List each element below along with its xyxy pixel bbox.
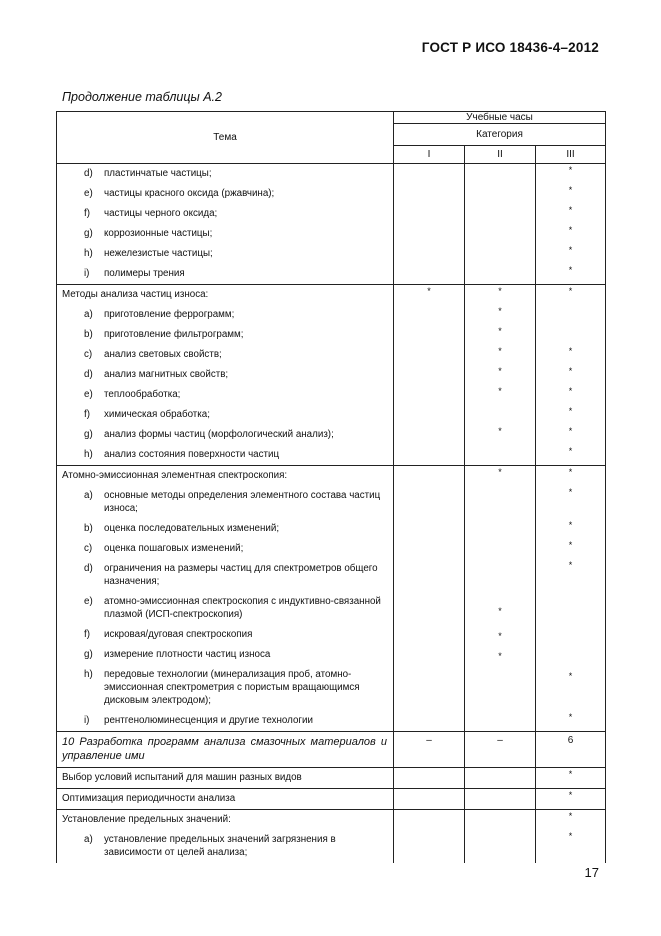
item-label: d) — [84, 563, 93, 574]
section-heading: 10 Разработка программ анализа смазочных материалов и управление ими — [62, 736, 387, 762]
cell-cat-1 — [394, 645, 465, 665]
cell-cat-1 — [394, 665, 465, 711]
item-label: f) — [84, 629, 90, 640]
table-row — [57, 768, 606, 789]
cell-cat-3: * — [536, 486, 606, 519]
cell-cat-1 — [394, 345, 465, 365]
cell-cat-2 — [465, 204, 536, 224]
cell-cat-1: – — [394, 732, 465, 768]
table-row — [57, 224, 606, 244]
cell-cat-2 — [465, 519, 536, 539]
table-row — [57, 385, 606, 405]
item-label: e) — [84, 188, 93, 199]
cell-cat-2 — [465, 768, 536, 789]
cell-cat-3: * — [536, 519, 606, 539]
item-label: e) — [84, 596, 93, 607]
cell-cat-2 — [465, 445, 536, 466]
cell-cat-3: * — [536, 830, 606, 863]
cell-cat-3: * — [536, 345, 606, 365]
table-row — [57, 789, 606, 810]
cell-cat-1 — [394, 789, 465, 810]
header-theme: Тема — [57, 112, 394, 164]
cell-cat-3: * — [536, 184, 606, 204]
table-row — [57, 539, 606, 559]
cell-cat-2 — [465, 244, 536, 264]
table-row — [57, 405, 606, 425]
cell-cat-1 — [394, 486, 465, 519]
cell-cat-3: * — [536, 204, 606, 224]
table-row — [57, 305, 606, 325]
cell-cat-2 — [465, 711, 536, 732]
cell-cat-1 — [394, 519, 465, 539]
cell-cat-2: * — [465, 425, 536, 445]
table-row — [57, 425, 606, 445]
item-label: a) — [84, 309, 93, 320]
item-label: a) — [84, 834, 93, 845]
cell-cat-3: * — [536, 810, 606, 831]
cell-cat-1 — [394, 184, 465, 204]
cell-cat-3: * — [536, 445, 606, 466]
table-row — [57, 325, 606, 345]
item-text: передовые технологии (минерализация проб, атомно-эмиссионная спектрометрия с пористым вращающимся дисковым электродом); — [104, 669, 360, 706]
cell-cat-3: * — [536, 365, 606, 385]
cell-cat-1 — [394, 466, 465, 487]
cell-cat-2: * — [465, 592, 536, 625]
cell-cat-3: * — [536, 164, 606, 185]
item-text: установление предельных значений загрязнения в зависимости от целей анализа; — [104, 834, 336, 858]
cell-cat-2 — [465, 486, 536, 519]
item-text: анализ световых свойств; — [104, 349, 222, 360]
item-label: i) — [84, 268, 90, 279]
item-text: измерение плотности частиц износа — [104, 649, 271, 660]
table-row — [57, 445, 606, 466]
cell-cat-1 — [394, 365, 465, 385]
header-category: Категория — [394, 124, 606, 146]
cell-cat-1 — [394, 810, 465, 831]
item-label: f) — [84, 409, 90, 420]
cell-cat-1 — [394, 425, 465, 445]
item-text: коррозионные частицы; — [104, 228, 213, 239]
cell-cat-2: * — [465, 385, 536, 405]
table-row — [57, 204, 606, 224]
item-text: рентгенолюминесценция и другие технологии — [104, 715, 313, 726]
table-row — [57, 559, 606, 592]
cell-cat-3 — [536, 645, 606, 665]
cell-cat-1 — [394, 385, 465, 405]
item-label: e) — [84, 389, 93, 400]
item-text: частицы красного оксида (ржавчина); — [104, 188, 275, 199]
cell-cat-3: * — [536, 285, 606, 306]
cell-cat-3: * — [536, 559, 606, 592]
item-label: d) — [84, 369, 93, 380]
cell-cat-1 — [394, 445, 465, 466]
cell-cat-2 — [465, 559, 536, 592]
cell-cat-3: * — [536, 789, 606, 810]
cell-cat-2 — [465, 539, 536, 559]
header-category-1: I — [394, 146, 465, 164]
cell-cat-2 — [465, 830, 536, 863]
cell-cat-1 — [394, 559, 465, 592]
cell-cat-1 — [394, 405, 465, 425]
table-row — [57, 264, 606, 285]
item-text: оценка последовательных изменений; — [104, 523, 280, 534]
item-text: анализ состояния поверхности частиц — [104, 449, 280, 460]
cell-cat-2 — [465, 789, 536, 810]
table-row — [57, 486, 606, 519]
cell-cat-1 — [394, 830, 465, 863]
table-row — [57, 625, 606, 645]
item-label: g) — [84, 228, 93, 239]
cell-cat-3 — [536, 625, 606, 645]
cell-cat-1 — [394, 244, 465, 264]
cell-cat-2 — [465, 810, 536, 831]
table-row — [57, 711, 606, 732]
cell-cat-3: * — [536, 385, 606, 405]
cell-cat-2: * — [465, 645, 536, 665]
item-text: химическая обработка; — [104, 409, 210, 420]
document-id: ГОСТ Р ИСО 18436-4–2012 — [421, 40, 599, 55]
item-label: h) — [84, 669, 93, 680]
header-category-3: III — [536, 146, 606, 164]
table-row — [57, 592, 606, 625]
group-heading: Оптимизация периодичности анализа — [62, 793, 236, 804]
item-text: теплообработка; — [104, 389, 181, 400]
cell-cat-1 — [394, 325, 465, 345]
table-caption: Продолжение таблицы А.2 — [62, 90, 222, 104]
cell-cat-1 — [394, 305, 465, 325]
cell-cat-2 — [465, 184, 536, 204]
cell-cat-2: * — [465, 325, 536, 345]
page-number: 17 — [584, 865, 599, 880]
item-text: атомно-эмиссионная спектроскопия с индуктивно-связанной плазмой (ИСП-спектроскопия) — [104, 596, 381, 620]
table-row — [57, 466, 606, 487]
cell-cat-1 — [394, 264, 465, 285]
cell-cat-3: * — [536, 539, 606, 559]
item-text: приготовление фильтрограмм; — [104, 329, 244, 340]
cell-cat-3: * — [536, 405, 606, 425]
cell-cat-2: * — [465, 345, 536, 365]
group-heading: Атомно-эмиссионная элементная спектроскопия: — [62, 470, 288, 481]
cell-cat-2 — [465, 405, 536, 425]
item-text: нежелезистые частицы; — [104, 248, 213, 259]
cell-cat-3: * — [536, 711, 606, 732]
cell-cat-1 — [394, 711, 465, 732]
item-label: a) — [84, 490, 93, 501]
cell-cat-2: * — [465, 305, 536, 325]
cell-cat-3: * — [536, 665, 606, 711]
cell-cat-3: * — [536, 224, 606, 244]
table-row — [57, 732, 606, 768]
item-label: i) — [84, 715, 90, 726]
item-text: оценка пошаговых изменений; — [104, 543, 244, 554]
item-label: b) — [84, 329, 93, 340]
item-label: g) — [84, 429, 93, 440]
cell-cat-2 — [465, 665, 536, 711]
item-text: ограничения на размеры частиц для спектрометров общего назначения; — [104, 563, 378, 587]
item-text: анализ магнитных свойств; — [104, 369, 229, 380]
cell-cat-3: * — [536, 466, 606, 487]
cell-cat-1: * — [394, 285, 465, 306]
table-row — [57, 184, 606, 204]
item-text: приготовление феррограмм; — [104, 309, 235, 320]
cell-cat-1 — [394, 224, 465, 244]
cell-cat-3 — [536, 592, 606, 625]
table-row — [57, 830, 606, 863]
cell-cat-3 — [536, 305, 606, 325]
cell-cat-1 — [394, 625, 465, 645]
item-text: полимеры трения — [104, 268, 185, 279]
table-row — [57, 345, 606, 365]
table-row — [57, 645, 606, 665]
item-label: d) — [84, 168, 93, 179]
cell-cat-1 — [394, 539, 465, 559]
cell-cat-1 — [394, 164, 465, 185]
cell-cat-2 — [465, 264, 536, 285]
item-label: g) — [84, 649, 93, 660]
cell-cat-1 — [394, 592, 465, 625]
item-label: c) — [84, 543, 93, 554]
header-study-hours: Учебные часы — [394, 112, 606, 124]
table-row — [57, 285, 606, 306]
study-hours-table — [56, 111, 605, 863]
cell-cat-2: * — [465, 365, 536, 385]
item-text: анализ формы частиц (морфологический анализ); — [104, 429, 334, 440]
cell-cat-2: – — [465, 732, 536, 768]
group-heading: Выбор условий испытаний для машин разных видов — [62, 772, 302, 783]
cell-cat-3 — [536, 325, 606, 345]
cell-cat-3: * — [536, 425, 606, 445]
item-label: b) — [84, 523, 93, 534]
item-label: f) — [84, 208, 90, 219]
item-label: c) — [84, 349, 93, 360]
item-text: основные методы определения элементного состава частиц износа; — [104, 490, 381, 514]
cell-cat-3: * — [536, 244, 606, 264]
table-row — [57, 519, 606, 539]
cell-cat-2: * — [465, 285, 536, 306]
cell-cat-3: 6 — [536, 732, 606, 768]
cell-cat-1 — [394, 204, 465, 224]
cell-cat-1 — [394, 768, 465, 789]
table-row — [57, 164, 606, 185]
cell-cat-3: * — [536, 264, 606, 285]
table-row — [57, 365, 606, 385]
item-text: пластинчатые частицы; — [104, 168, 212, 179]
table-row — [57, 810, 606, 831]
table-row — [57, 665, 606, 711]
item-label: h) — [84, 449, 93, 460]
item-text: искровая/дуговая спектроскопия — [104, 629, 253, 640]
table-row — [57, 244, 606, 264]
cell-cat-2 — [465, 224, 536, 244]
item-text: частицы черного оксида; — [104, 208, 218, 219]
cell-cat-3: * — [536, 768, 606, 789]
cell-cat-2: * — [465, 625, 536, 645]
group-heading: Методы анализа частиц износа: — [62, 289, 209, 300]
group-heading: Установление предельных значений: — [62, 814, 231, 825]
header-category-2: II — [465, 146, 536, 164]
cell-cat-2: * — [465, 466, 536, 487]
cell-cat-2 — [465, 164, 536, 185]
item-label: h) — [84, 248, 93, 259]
